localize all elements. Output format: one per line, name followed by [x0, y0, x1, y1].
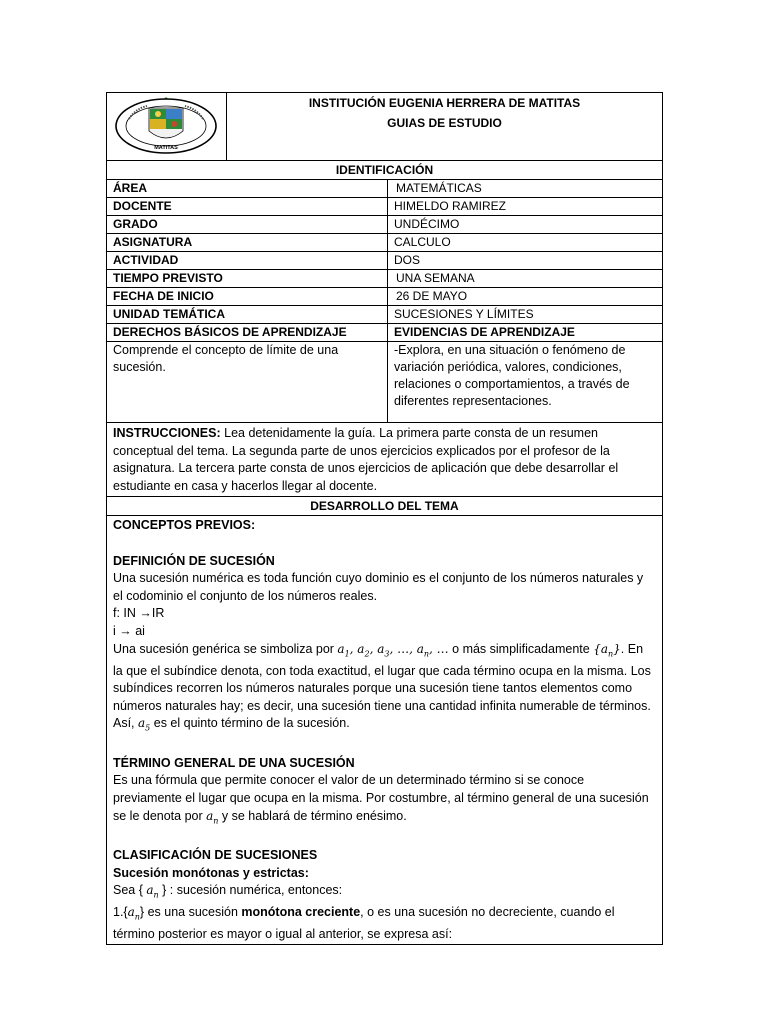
id-value: UNDÉCIMO	[388, 216, 663, 234]
sea-text-b: } : sucesión numérica, entonces:	[158, 883, 343, 898]
id-label: FECHA DE INICIO	[107, 288, 388, 306]
mapping-line-2: i → ai	[113, 623, 145, 638]
dba-header: DERECHOS BÁSICOS DE APRENDIZAJE	[107, 324, 388, 342]
development-title: DESARROLLO DEL TEMA	[107, 497, 663, 516]
instructions-cell	[107, 423, 663, 497]
instructions-row	[107, 423, 663, 497]
generic-text-a: Una sucesión genérica se simboliza por	[113, 641, 338, 656]
instructions-text: Lea detenidamente la guía. La primera parte consta de un resumen conceptual del tema. La segunda parte de unos ejercicios explicados por el profesor de la asignatura. La tercera parte consta de unos ejercicios de aplicación que debe desarrollar el estudiante en casa y hacerlos llegar al docente.	[113, 426, 619, 493]
id-row-unidad	[107, 306, 663, 324]
learning-header-row	[107, 324, 663, 342]
general-term-paragraph	[113, 772, 656, 829]
sea-formula: $a_n$	[146, 883, 159, 900]
id-row-tiempo	[107, 270, 663, 288]
item1-text-a: 1.{	[113, 905, 128, 920]
definition-heading: DEFINICIÓN DE SUCESIÓN	[113, 553, 275, 568]
instructions-label: INSTRUCCIONES:	[113, 426, 221, 440]
mapping-line-1: f: IN →IR	[113, 606, 165, 621]
generic-text-d: es el quinto término de la sucesión.	[150, 716, 350, 731]
term-text-a: Es una fórmula que permite conocer el valor de un determinado término si se conoce previamente el lugar que ocupa en la misma. Por costumbre, al término general de una sucesión se le denota por	[113, 773, 649, 823]
id-row-fecha	[107, 288, 663, 306]
term-text-b: y se hablará de término enésimo.	[218, 808, 407, 823]
evidence-text: -Explora, en una situación o fenómeno de variación periódica, valores, condiciones, relaciones o comportamientos, a través de diferentes representaciones.	[388, 342, 663, 423]
learning-content-row	[107, 342, 663, 423]
evidence-header: EVIDENCIAS DE APRENDIZAJE	[388, 324, 663, 342]
id-row-docente	[107, 198, 663, 216]
id-value: 26 DE MAYO	[388, 288, 663, 306]
generic-text-b: o más simplificadamente	[448, 641, 594, 656]
sea-text-a: Sea {	[113, 883, 147, 898]
dba-text: Comprende el concepto de límite de una sucesión.	[107, 342, 388, 423]
id-value: UNA SEMANA	[388, 270, 663, 288]
classification-heading: CLASIFICACIÓN DE SUCESIONES	[113, 848, 318, 863]
development-content	[107, 516, 663, 945]
svg-text:MATITAS: MATITAS	[154, 145, 178, 151]
id-value: CALCULO	[388, 234, 663, 252]
guide-subtitle: GUIAS DE ESTUDIO	[387, 116, 502, 130]
generic-sequence-paragraph	[113, 641, 656, 738]
id-row-area	[107, 180, 663, 198]
general-term-formula: $a_n$	[206, 808, 219, 826]
id-value: HIMELDO RAMIREZ	[388, 198, 663, 216]
id-value: MATEMÁTICAS	[388, 180, 663, 198]
item1-bold-text: monótona creciente	[241, 905, 361, 920]
header-row	[107, 93, 663, 161]
id-value: DOS	[388, 252, 663, 270]
id-value: SUCESIONES Y LÍMITES	[388, 306, 663, 324]
id-label: TIEMPO PREVISTO	[107, 270, 388, 288]
id-label: UNIDAD TEMÁTICA	[107, 306, 388, 324]
item-1-paragraph	[113, 904, 656, 944]
study-guide-document	[106, 92, 662, 945]
generic-text-c: . En la que el subíndice denota, con toda exactitud, el lugar que cada término ocupa en la misma. Los subíndices recorren los números naturales porque una sucesión tiene tantos elementos como números naturales hay; es decir, una sucesión tiene una cantidad infinita numerable de términos. Así,	[113, 641, 651, 731]
development-content-row	[107, 516, 663, 945]
id-label: DOCENTE	[107, 198, 388, 216]
id-label: ACTIVIDAD	[107, 252, 388, 270]
school-logo	[107, 93, 225, 155]
id-label: ASIGNATURA	[107, 234, 388, 252]
item1-text-b: } es una sucesión	[139, 905, 242, 920]
guide-table	[106, 92, 663, 945]
development-title-row	[107, 497, 663, 516]
id-row-grado	[107, 216, 663, 234]
previous-concepts-heading: CONCEPTOS PREVIOS:	[113, 518, 256, 533]
id-label: GRADO	[107, 216, 388, 234]
logo-cell	[107, 93, 227, 161]
definition-text: Una sucesión numérica es toda función cuyo dominio es el conjunto de los números naturales y el codominio el conjunto de los números reales.	[113, 571, 644, 603]
identification-title-row	[107, 161, 663, 180]
id-row-asignatura	[107, 234, 663, 252]
institution-header-cell	[227, 93, 663, 161]
sea-line	[113, 882, 656, 904]
monotone-heading: Sucesión monótonas y estrictas:	[113, 865, 309, 880]
item1-formula: $a_n$	[127, 905, 140, 922]
id-label: ÁREA	[107, 180, 388, 198]
item1-text-c: , o es una sucesión no decreciente, cuando el término posterior es mayor o igual al anterior, se expresa así:	[113, 905, 615, 942]
id-row-actividad	[107, 252, 663, 270]
general-term-heading: TÉRMINO GENERAL DE UNA SUCESIÓN	[113, 755, 355, 770]
sequence-terms-formula: $a_1$, $a_2$, $a_3$, …, $a_n$, …	[337, 641, 449, 658]
institution-name: INSTITUCIÓN EUGENIA HERRERA DE MATITAS	[308, 96, 581, 110]
fifth-term-formula: $a_5$	[138, 716, 151, 733]
sequence-set-formula: $\{a_n\}$	[593, 641, 621, 658]
identification-title: IDENTIFICACIÓN	[107, 161, 663, 180]
